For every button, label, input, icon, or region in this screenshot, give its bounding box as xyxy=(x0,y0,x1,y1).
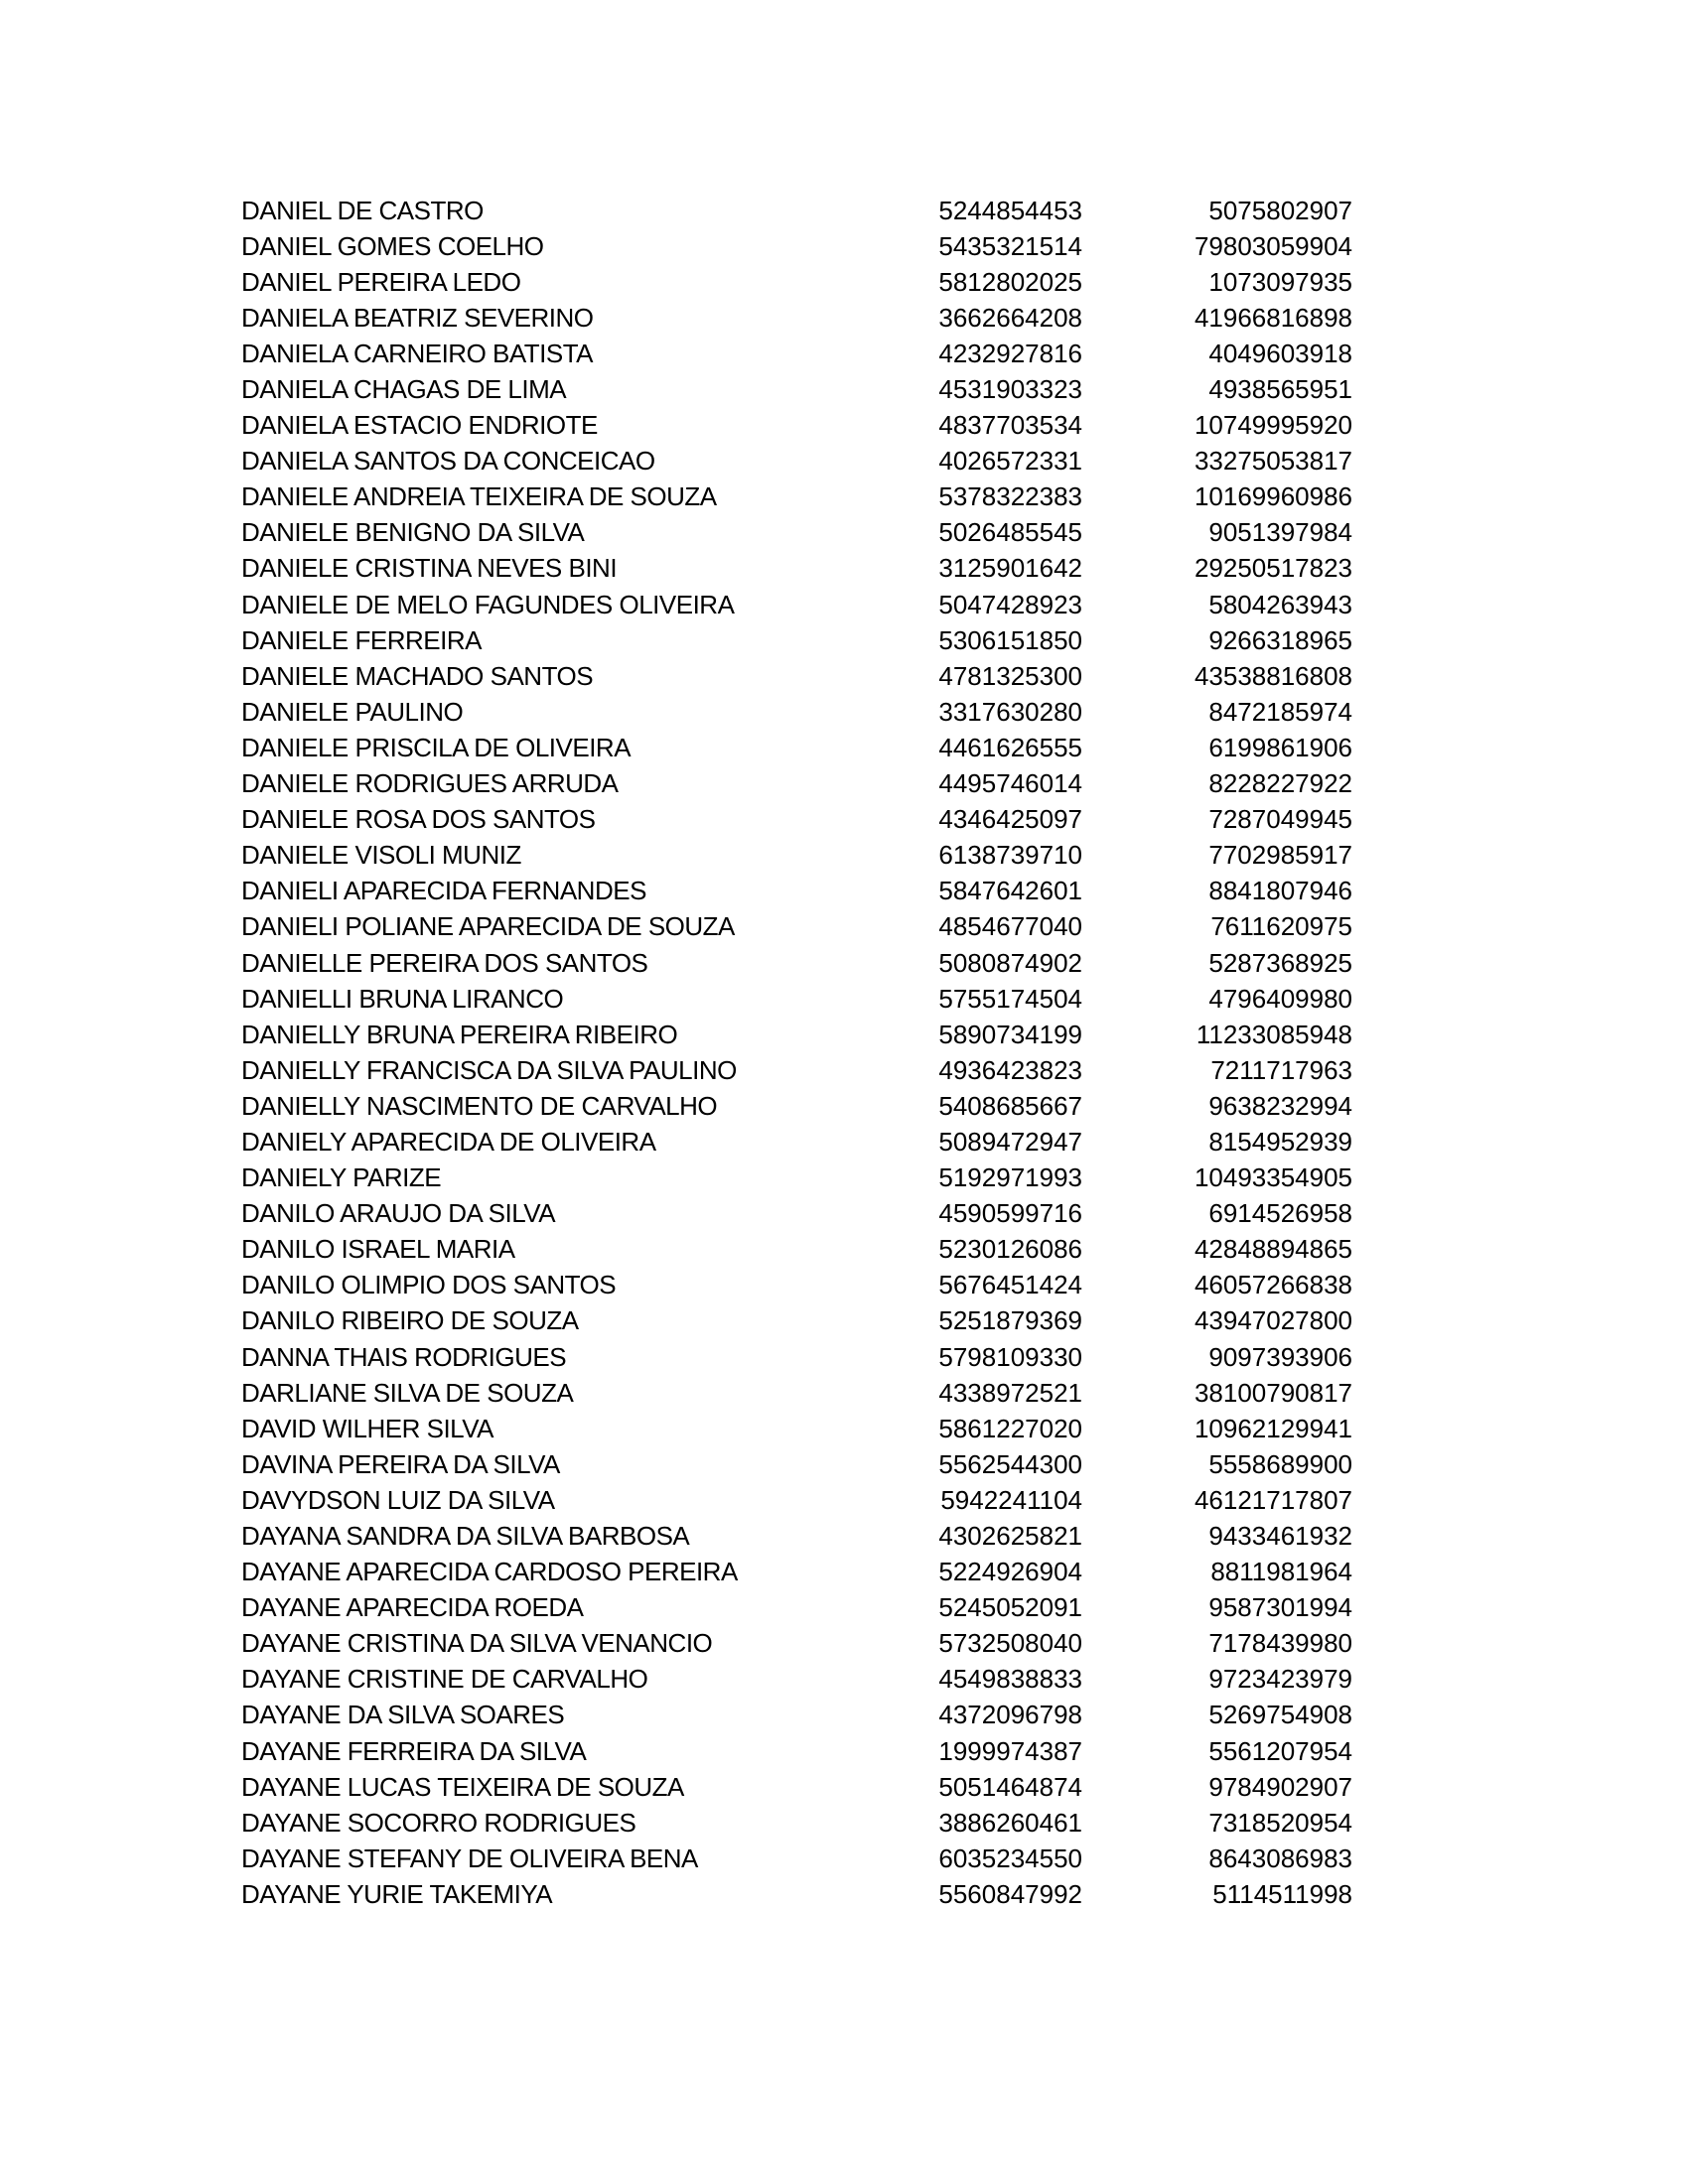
table-row xyxy=(241,1196,1352,1232)
number-column-1-value: 5306151850 xyxy=(938,624,1082,655)
number-column-1-value: 5047428923 xyxy=(938,589,1082,619)
person-name: DANIELY APARECIDA DE OLIVEIRA xyxy=(241,1126,656,1157)
number-column-2-value: 1073097935 xyxy=(1208,266,1352,297)
number-column-1-value: 5408685667 xyxy=(938,1090,1082,1121)
number-column-1-value: 5224926904 xyxy=(938,1557,1082,1587)
table-row xyxy=(241,1017,1352,1052)
person-name: DANIELE DE MELO FAGUNDES OLIVEIRA xyxy=(241,589,735,619)
number-column-1-value: 5251879369 xyxy=(938,1305,1082,1336)
number-column-2-value: 8841807946 xyxy=(1208,876,1352,906)
person-name: DANIELA SANTOS DA CONCEICAO xyxy=(241,446,655,477)
table-row xyxy=(241,1518,1352,1554)
table-row xyxy=(241,1482,1352,1518)
person-name: DANIELLE PEREIRA DOS SANTOS xyxy=(241,947,648,978)
number-column-1-value: 5861227020 xyxy=(938,1413,1082,1443)
number-column-2-value: 9097393906 xyxy=(1208,1341,1352,1372)
table-row xyxy=(241,766,1352,802)
number-column-2-value: 7611620975 xyxy=(1210,911,1352,942)
person-name: DAYANA SANDRA DA SILVA BARBOSA xyxy=(241,1521,690,1552)
number-column-1-value: 4026572331 xyxy=(938,446,1082,477)
table-row xyxy=(241,694,1352,730)
number-column-1-value: 4346425097 xyxy=(938,804,1082,835)
number-column-1-value: 3662664208 xyxy=(938,302,1082,333)
person-name: DANILO ARAUJO DA SILVA xyxy=(241,1198,556,1229)
table-row xyxy=(241,1052,1352,1088)
number-column-2-value: 9266318965 xyxy=(1208,624,1352,655)
number-column-2-value: 10749995920 xyxy=(1194,410,1352,441)
number-column-1-value: 5245052091 xyxy=(938,1592,1082,1623)
number-column-2-value: 4796409980 xyxy=(1208,983,1352,1014)
number-column-2-value: 5269754908 xyxy=(1208,1700,1352,1730)
number-column-2-value: 9638232994 xyxy=(1208,1090,1352,1121)
person-name: DANIELE VISOLI MUNIZ xyxy=(241,840,521,871)
person-name: DANIELE BENIGNO DA SILVA xyxy=(241,517,585,548)
table-row xyxy=(241,1662,1352,1698)
table-row xyxy=(241,587,1352,622)
table-row xyxy=(241,515,1352,551)
person-name: DAYANE APARECIDA CARDOSO PEREIRA xyxy=(241,1557,738,1587)
table-row xyxy=(241,444,1352,479)
person-name: DAYANE FERREIRA DA SILVA xyxy=(241,1735,587,1766)
person-name: DANIELE FERREIRA xyxy=(241,624,482,655)
number-column-2-value: 5287368925 xyxy=(1208,947,1352,978)
number-column-2-value: 7211717963 xyxy=(1210,1054,1352,1085)
table-row xyxy=(241,1446,1352,1482)
person-name: DANIELY PARIZE xyxy=(241,1162,442,1193)
number-column-2-value: 9587301994 xyxy=(1208,1592,1352,1623)
number-column-2-value: 7318520954 xyxy=(1208,1807,1352,1838)
number-column-1-value: 5942241104 xyxy=(940,1484,1082,1515)
table-row xyxy=(241,193,1352,228)
number-column-1-value: 5026485545 xyxy=(938,517,1082,548)
table-row xyxy=(241,838,1352,874)
table-row xyxy=(241,1590,1352,1626)
table-row xyxy=(241,479,1352,515)
table-row xyxy=(241,1303,1352,1339)
number-column-2-value: 46121717807 xyxy=(1194,1484,1352,1515)
person-name: DANIELE PRISCILA DE OLIVEIRA xyxy=(241,732,632,762)
table-row xyxy=(241,802,1352,838)
table-row xyxy=(241,228,1352,264)
number-column-1-value: 5435321514 xyxy=(938,230,1082,261)
person-name: DANIELLI BRUNA LIRANCO xyxy=(241,983,564,1014)
person-name: DANILO OLIMPIO DOS SANTOS xyxy=(241,1270,617,1300)
number-column-2-value: 9784902907 xyxy=(1208,1771,1352,1802)
table-row xyxy=(241,1555,1352,1590)
person-name: DANIELE PAULINO xyxy=(241,696,464,727)
table-row xyxy=(241,371,1352,407)
number-column-1-value: 5560847992 xyxy=(938,1878,1082,1909)
number-column-1-value: 5244854453 xyxy=(938,195,1082,225)
number-column-1-value: 3125901642 xyxy=(938,553,1082,584)
number-column-1-value: 4372096798 xyxy=(938,1700,1082,1730)
person-name: DAYANE APARECIDA ROEDA xyxy=(241,1592,584,1623)
person-name: DANIELE ROSA DOS SANTOS xyxy=(241,804,596,835)
number-column-1-value: 4461626555 xyxy=(938,732,1082,762)
number-column-1-value: 1999974387 xyxy=(938,1735,1082,1766)
table-row xyxy=(241,1339,1352,1375)
table-row xyxy=(241,1841,1352,1876)
number-column-2-value: 5558689900 xyxy=(1208,1448,1352,1479)
table-row xyxy=(241,1698,1352,1733)
number-column-2-value: 8472185974 xyxy=(1208,696,1352,727)
number-column-1-value: 5051464874 xyxy=(938,1771,1082,1802)
person-name: DARLIANE SILVA DE SOUZA xyxy=(241,1377,574,1408)
table-row xyxy=(241,300,1352,336)
number-column-1-value: 6138739710 xyxy=(938,840,1082,871)
person-name: DANIELLY FRANCISCA DA SILVA PAULINO xyxy=(241,1054,737,1085)
person-name: DAYANE CRISTINA DA SILVA VENANCIO xyxy=(241,1628,713,1659)
person-name: DAYANE SOCORRO RODRIGUES xyxy=(241,1807,636,1838)
number-column-2-value: 42848894865 xyxy=(1194,1234,1352,1265)
number-column-2-value: 8811981964 xyxy=(1210,1557,1352,1587)
person-name: DAVID WILHER SILVA xyxy=(241,1413,493,1443)
table-row xyxy=(241,1124,1352,1160)
person-name: DAYANE STEFANY DE OLIVEIRA BENA xyxy=(241,1843,698,1873)
table-row xyxy=(241,551,1352,587)
person-name: DAYANE YURIE TAKEMIYA xyxy=(241,1878,553,1909)
table-row xyxy=(241,1876,1352,1912)
person-name: DANIELE CRISTINA NEVES BINI xyxy=(241,553,618,584)
person-name: DANIELA ESTACIO ENDRIOTE xyxy=(241,410,598,441)
number-column-2-value: 4938565951 xyxy=(1208,374,1352,405)
table-row xyxy=(241,1268,1352,1303)
number-column-2-value: 8228227922 xyxy=(1208,768,1352,799)
number-column-2-value: 43538816808 xyxy=(1194,660,1352,691)
person-name: DANIEL DE CASTRO xyxy=(241,195,484,225)
number-column-2-value: 7178439980 xyxy=(1208,1628,1352,1659)
table-row xyxy=(241,981,1352,1017)
person-name: DANIELA CHAGAS DE LIMA xyxy=(241,374,567,405)
number-column-1-value: 5798109330 xyxy=(938,1341,1082,1372)
name-number-list xyxy=(241,193,1352,1913)
table-row xyxy=(241,945,1352,981)
number-column-2-value: 7287049945 xyxy=(1208,804,1352,835)
person-name: DANIELLY NASCIMENTO DE CARVALHO xyxy=(241,1090,718,1121)
person-name: DANIEL GOMES COELHO xyxy=(241,230,544,261)
number-column-1-value: 5080874902 xyxy=(938,947,1082,978)
number-column-2-value: 10962129941 xyxy=(1194,1413,1352,1443)
table-row xyxy=(241,730,1352,765)
number-column-2-value: 29250517823 xyxy=(1194,553,1352,584)
person-name: DAYANE CRISTINE DE CARVALHO xyxy=(241,1664,648,1695)
person-name: DANIELE RODRIGUES ARRUDA xyxy=(241,768,619,799)
table-row xyxy=(241,1626,1352,1662)
person-name: DANIELA BEATRIZ SEVERINO xyxy=(241,302,594,333)
number-column-1-value: 3886260461 xyxy=(938,1807,1082,1838)
number-column-2-value: 38100790817 xyxy=(1194,1377,1352,1408)
person-name: DAYANE LUCAS TEIXEIRA DE SOUZA xyxy=(241,1771,684,1802)
number-column-1-value: 4549838833 xyxy=(938,1664,1082,1695)
number-column-1-value: 4837703534 xyxy=(938,410,1082,441)
person-name: DANIEL PEREIRA LEDO xyxy=(241,266,521,297)
table-row xyxy=(241,336,1352,371)
number-column-1-value: 6035234550 xyxy=(938,1843,1082,1873)
number-column-1-value: 4854677040 xyxy=(938,911,1082,942)
table-row xyxy=(241,622,1352,658)
number-column-1-value: 3317630280 xyxy=(938,696,1082,727)
number-column-1-value: 4781325300 xyxy=(938,660,1082,691)
number-column-2-value: 4049603918 xyxy=(1208,338,1352,368)
number-column-1-value: 5089472947 xyxy=(938,1126,1082,1157)
number-column-2-value: 5114511998 xyxy=(1212,1878,1352,1909)
person-name: DAVINA PEREIRA DA SILVA xyxy=(241,1448,560,1479)
number-column-1-value: 5230126086 xyxy=(938,1234,1082,1265)
table-row xyxy=(241,1411,1352,1446)
number-column-2-value: 6914526958 xyxy=(1208,1198,1352,1229)
table-row xyxy=(241,1769,1352,1805)
number-column-1-value: 5732508040 xyxy=(938,1628,1082,1659)
person-name: DANNA THAIS RODRIGUES xyxy=(241,1341,567,1372)
table-row xyxy=(241,874,1352,909)
number-column-2-value: 9433461932 xyxy=(1208,1521,1352,1552)
person-name: DANIELE ANDREIA TEIXEIRA DE SOUZA xyxy=(241,481,717,512)
number-column-2-value: 5804263943 xyxy=(1208,589,1352,619)
number-column-1-value: 5378322383 xyxy=(938,481,1082,512)
number-column-2-value: 79803059904 xyxy=(1194,230,1352,261)
table-row xyxy=(241,1805,1352,1841)
person-name: DANIELI POLIANE APARECIDA DE SOUZA xyxy=(241,911,735,942)
number-column-1-value: 5676451424 xyxy=(938,1270,1082,1300)
table-row xyxy=(241,909,1352,945)
table-row xyxy=(241,1088,1352,1124)
person-name: DANIELI APARECIDA FERNANDES xyxy=(241,876,646,906)
number-column-1-value: 5812802025 xyxy=(938,266,1082,297)
number-column-2-value: 7702985917 xyxy=(1208,840,1352,871)
table-row xyxy=(241,658,1352,694)
table-row xyxy=(241,1232,1352,1268)
number-column-1-value: 5890734199 xyxy=(938,1019,1082,1049)
number-column-1-value: 4936423823 xyxy=(938,1054,1082,1085)
person-name: DANIELA CARNEIRO BATISTA xyxy=(241,338,594,368)
number-column-1-value: 4302625821 xyxy=(938,1521,1082,1552)
number-column-2-value: 8643086983 xyxy=(1208,1843,1352,1873)
number-column-1-value: 4232927816 xyxy=(938,338,1082,368)
table-row xyxy=(241,264,1352,300)
number-column-2-value: 5075802907 xyxy=(1208,195,1352,225)
number-column-2-value: 41966816898 xyxy=(1194,302,1352,333)
person-name: DAYANE DA SILVA SOARES xyxy=(241,1700,565,1730)
person-name: DANILO RIBEIRO DE SOUZA xyxy=(241,1305,579,1336)
person-name: DANILO ISRAEL MARIA xyxy=(241,1234,515,1265)
number-column-2-value: 5561207954 xyxy=(1208,1735,1352,1766)
number-column-1-value: 4590599716 xyxy=(938,1198,1082,1229)
number-column-2-value: 11233085948 xyxy=(1196,1019,1352,1049)
number-column-1-value: 4495746014 xyxy=(938,768,1082,799)
number-column-1-value: 5192971993 xyxy=(938,1162,1082,1193)
number-column-2-value: 9723423979 xyxy=(1208,1664,1352,1695)
number-column-1-value: 5562544300 xyxy=(938,1448,1082,1479)
number-column-1-value: 5755174504 xyxy=(938,983,1082,1014)
number-column-1-value: 4338972521 xyxy=(938,1377,1082,1408)
number-column-2-value: 9051397984 xyxy=(1208,517,1352,548)
number-column-2-value: 10493354905 xyxy=(1194,1162,1352,1193)
table-row xyxy=(241,408,1352,444)
number-column-2-value: 6199861906 xyxy=(1208,732,1352,762)
table-row xyxy=(241,1160,1352,1196)
table-row xyxy=(241,1375,1352,1411)
number-column-2-value: 43947027800 xyxy=(1194,1305,1352,1336)
person-name: DANIELE MACHADO SANTOS xyxy=(241,660,594,691)
person-name: DANIELLY BRUNA PEREIRA RIBEIRO xyxy=(241,1019,678,1049)
number-column-1-value: 4531903323 xyxy=(938,374,1082,405)
table-row xyxy=(241,1733,1352,1769)
person-name: DAVYDSON LUIZ DA SILVA xyxy=(241,1484,555,1515)
number-column-2-value: 8154952939 xyxy=(1208,1126,1352,1157)
number-column-2-value: 46057266838 xyxy=(1194,1270,1352,1300)
number-column-2-value: 10169960986 xyxy=(1194,481,1352,512)
number-column-1-value: 5847642601 xyxy=(938,876,1082,906)
number-column-2-value: 33275053817 xyxy=(1194,446,1352,477)
